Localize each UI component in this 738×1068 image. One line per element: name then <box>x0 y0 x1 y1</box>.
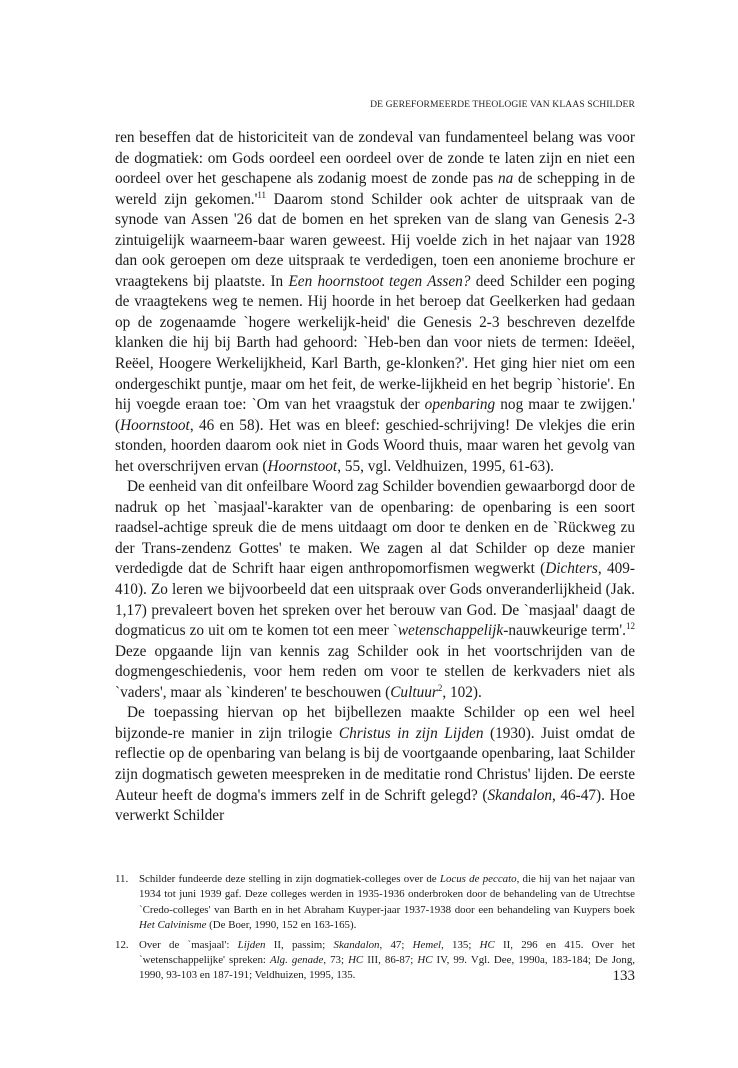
footnote-number: 11. <box>115 873 129 885</box>
footnote-number: 12. <box>115 938 129 951</box>
text-run: deed Schilder een poging de vraagtekens weg te nemen. Hij hoorde in het beroep dat Geelkerken had gedaan op de zogenaamde `hogere werkelijk-heid' die Genesis 2-3 beschreven dezelfde klanken die hij bij Barth had gehoord: `Heb-ben dan voor niets de termen: Ideëel, Reëel, Hoogere Werkelijkheid, Karl Barth, ge-klonken?'. Het ging hier niet om een ondergeschikt puntje, maar om het feit, de werke-lijkheid en het begrip `historie'. En hij voegde eraan toe: `Om van het vraagstuk der <box>115 272 635 414</box>
text-run: , 135; <box>441 938 480 951</box>
citation-title: Dichters <box>545 560 598 578</box>
citation-title: Skandalon <box>487 786 553 804</box>
text-run: Deze opgaande lijn van kennis zag Schilder ook in het voortschrijden van de dogmengeschiedenis, voor hem reden om voor te stellen de kerkvaders niet als `vaders', maar als `kinderen' te beschouwen ( <box>115 642 635 701</box>
paragraph-3 <box>115 703 635 826</box>
italic-run: openbaring <box>424 396 496 414</box>
main-text <box>115 128 635 827</box>
text-run: nog maar te zwijgen.' ( <box>115 396 635 434</box>
text-run: De toepassing hiervan op het bijbellezen maakte Schilder op een wel heel bijzonde-re manier in zijn trilogie <box>115 704 635 742</box>
footnote-ref-12[interactable]: 12 <box>625 621 635 632</box>
page-number: 133 <box>612 968 635 984</box>
text-run: , 102). <box>442 683 482 701</box>
citation-title: Hoornstoot <box>267 457 338 475</box>
citation-title: HC <box>417 954 433 967</box>
text-run: -nauwkeurige term'. <box>503 622 626 640</box>
book-title: Christus in zijn Lijden <box>338 724 484 742</box>
footnote-ref-11[interactable]: 11 <box>257 189 267 200</box>
text-run: , 46 en 58). Het was en bleef: geschied-schrijving! De vlekjes die erin stonden, hoorden daarom ook niet in Gods Woord thuis, maar waren het gevolg van het overschrijven ervan ( <box>115 416 635 475</box>
citation-title: Hemel <box>412 938 442 951</box>
italic-run: na <box>497 170 514 188</box>
text-run: , 47; <box>379 938 413 951</box>
text-run: , 55, vgl. Veldhuizen, 1995, 61-63). <box>337 457 555 475</box>
book-title: Een hoornstoot tegen Assen? <box>288 272 471 290</box>
paragraph-2 <box>115 477 635 703</box>
paragraph-1 <box>115 128 635 477</box>
text-run: De eenheid van dit onfeilbare Woord zag Schilder bovendien gewaarborgd door de nadruk op het `masjaal'-karakter van de openbaring: de openbaring is een soort raadsel-achtige spreuk die de mens uitdaagt om door te denken en de `Rückweg zu der Trans-zendenz Gottes' te maken. We zagen al dat Schilder op deze manier verdedigde dat de Schrift haar eigen anthropomorfismen wegwerkt ( <box>115 478 635 578</box>
text-run: , 46-47). Hoe verwerkt Schilder <box>115 786 635 825</box>
text-run: , 409-410). Zo leren we bijvoorbeeld dat een uitspraak over Gods onveranderlijkheid (Jak. 1,17) prevaleert boven het spreken over het berouw van God. De `masjaal' daagt de dogmaticus zo uit om te komen tot een meer ` <box>115 560 635 640</box>
text-run: , die hij van het najaar van 1934 tot juni 1939 gaf. Deze colleges werden in 1935-1936 onderbroken door de behandeling van de Utrechtse `Credo-colleges' van Barth en in het Abraham Kuyper-jaar 1937-1938 door een behandeling van Kuypers boek <box>139 873 636 916</box>
text-run: Over de `masjaal': <box>139 938 238 951</box>
edition-superscript: 2 <box>437 682 443 693</box>
italic-run: Locus de peccato <box>439 873 517 885</box>
citation-title: HC <box>348 954 364 967</box>
text-run: Schilder fundeerde deze stelling in zijn dogmatiek-colleges over de <box>139 873 440 885</box>
text-run: (De Boer, 1990, 152 en 163-165). <box>206 919 357 932</box>
text-run: , 73; <box>323 954 349 967</box>
text-run: II, passim; <box>265 938 334 951</box>
citation-title: HC <box>479 938 495 951</box>
text-run: (1930). Juist omdat de reflectie op de openbaring van belang is bij de voortgaande openbaring, laat Schilder zijn dogmatisch geweten meespreken in de meditatie rond Christus' lijden. De eerste Auteur heeft de dogma's immers zelf in de Schrift gelegd? ( <box>115 724 635 804</box>
citation-title: Cultuur <box>390 683 438 701</box>
text-run: ren beseffen dat de historiciteit van de zondeval van fundamenteel belang was voor de dogmatiek: om Gods oordeel een oordeel over de zonde te laten zijn en niet een oordeel over het geschapene als zodanig moest de zonde pas <box>115 129 635 188</box>
citation-title: Skandalon <box>333 938 380 951</box>
text-run: II, 296 en 415. Over het `wetenschappelijke' spreken: <box>139 938 635 967</box>
running-header: DE GEREFORMEERDE THEOLOGIE VAN KLAAS SCHILDER <box>370 99 635 110</box>
footnote-12 <box>115 938 635 984</box>
footnote-11 <box>115 872 635 934</box>
italic-run: wetenschappelijk <box>397 622 504 640</box>
text-run: Daarom stond Schilder ook achter de uitspraak van de synode van Assen '26 dat de bomen en het spreken van de slang van Genesis 2-3 zintuigelijk waarneem-baar waren geweest. Hij voelde zich in het najaar van 1928 dan ook geroepen om deze uitspraak te verdedigen, toen een anonieme brochure er vraagtekens bij plaatste. In <box>115 190 635 290</box>
citation-title: Hoornstoot <box>120 416 190 434</box>
citation-title: Lijden <box>237 938 266 951</box>
text-run: III, 86-87; <box>363 954 418 967</box>
text-run: de schepping in de wereld zijn gekomen.' <box>115 170 635 208</box>
text-run: IV, 99. Vgl. Dee, 1990a, 183-184; De Jong, 1990, 93-103 en 187-191; Veldhuizen, 1995, 135. <box>139 954 635 982</box>
footnotes <box>115 872 635 988</box>
book-title: Het Calvinisme <box>139 919 207 932</box>
citation-title: Alg. genade <box>270 954 324 967</box>
